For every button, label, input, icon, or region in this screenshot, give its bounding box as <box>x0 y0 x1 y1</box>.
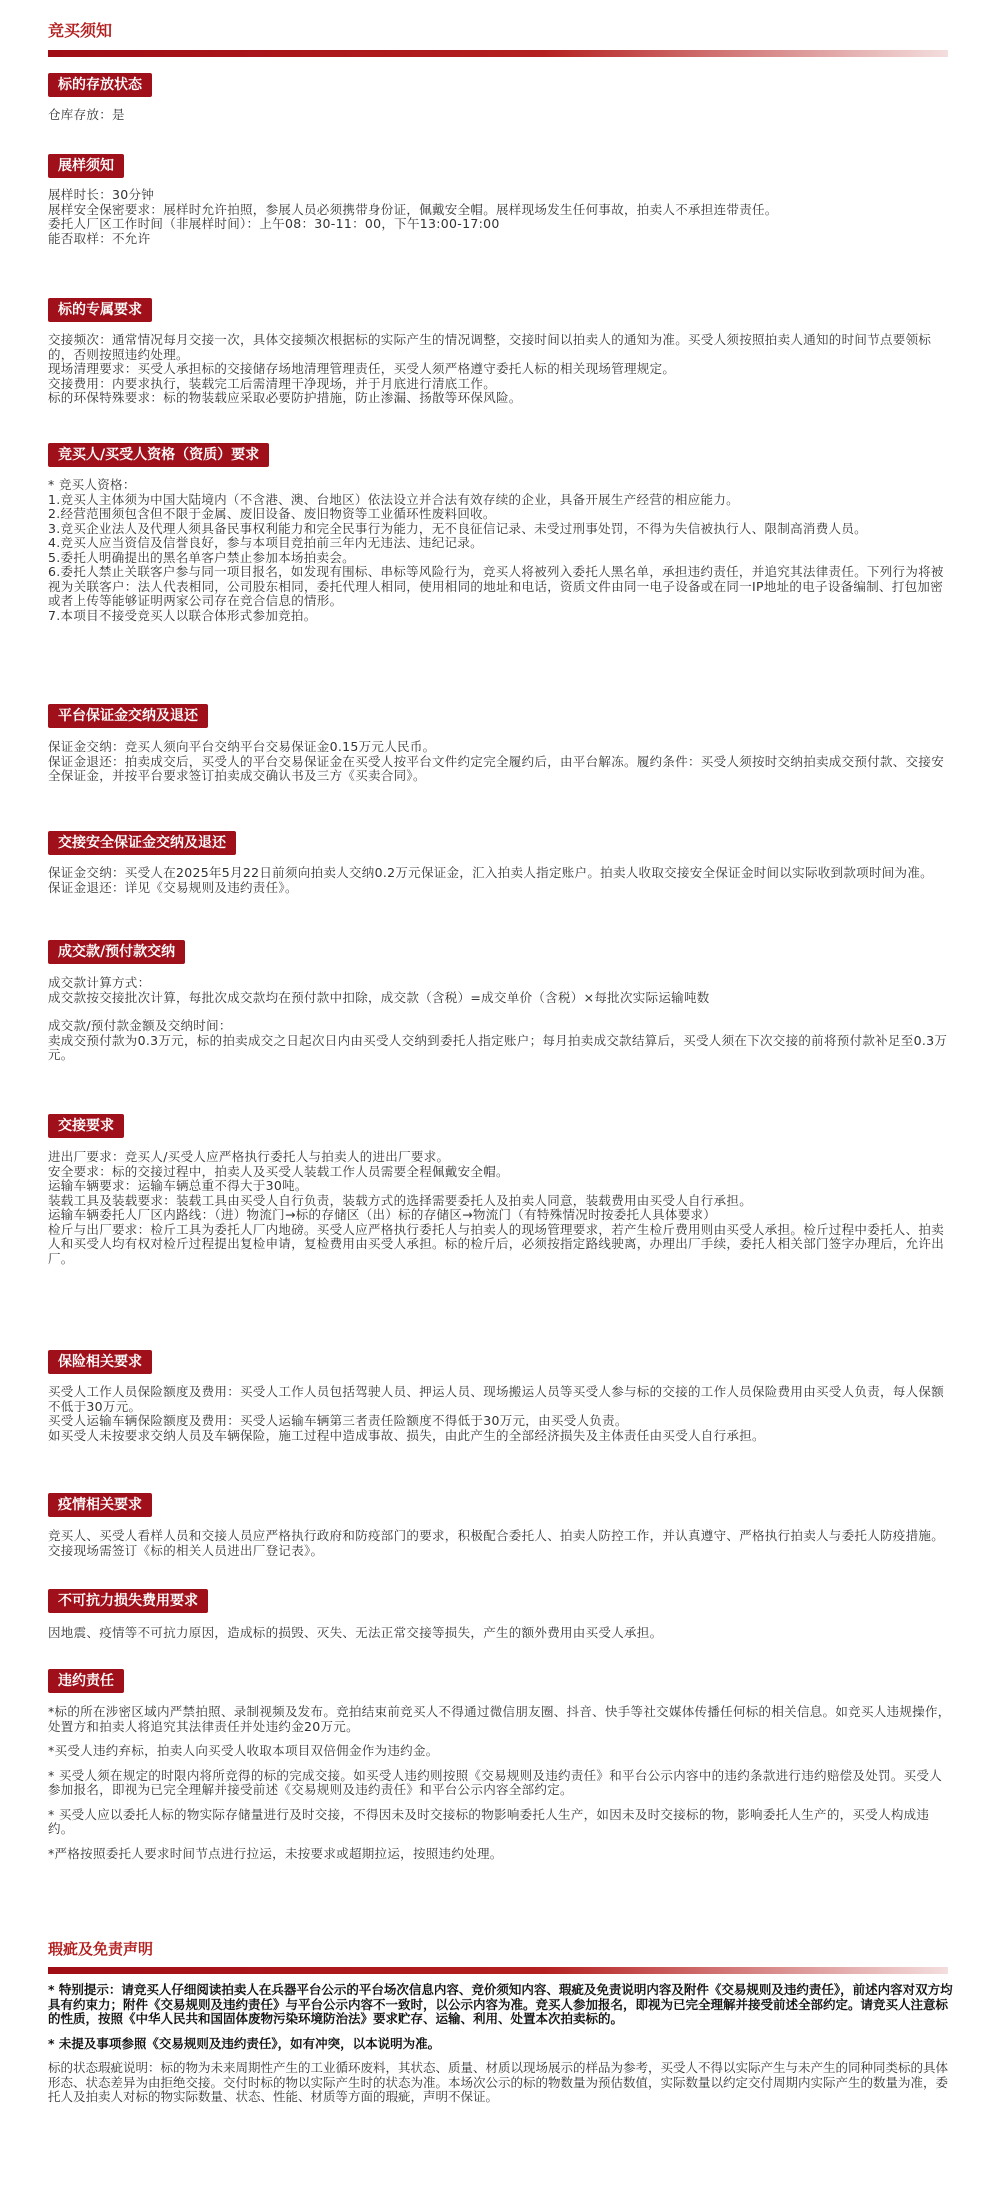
disclaimer-divider <box>48 1967 948 1974</box>
text-line: 6.委托人禁止关联客户参与同一项目报名，如发现有围标、串标等风险行为，竞买人将被列入委托人黑名单，承担违约责任，并追究其法律责任。下列行为将被视为关联客户：法人代表相同，公司股东相同，委托代理人相同，使用相同的地址和电话，资质文件由同一电子设备或在同一IP地址的电子设备编制、打包加密或者上传等能够证明两家公司存在竞合信息的情形。 <box>48 564 944 608</box>
section-body-handover-deposit <box>48 866 953 895</box>
text-line: * 买受人应以委托人标的物实际存储量进行及时交接，不得因未及时交接标的物影响委托人生产，如因未及时交接标的物，影响委托人生产的，买受人构成违约。 <box>48 1806 930 1836</box>
spacer <box>48 1759 953 1769</box>
special-notice: * 特别提示：请竞买人仔细阅读拍卖人在兵器平台公示的平台场次信息内容、竞价须知内容、瑕疵及免责说明内容及附件《交易规则及违约责任》，前述内容对双方均具有约束力；附件《交易规则及违约责任》与平台公示内容不一致时，以公示内容为准。竞买人参加报名，即视为已完全理解并接受前述全部约定。请竞买人注意标的性质，按照《中华人民共和国固体废物污染环境防治法》要求贮存、运输、利用、处置本次拍卖标的。 <box>48 1982 953 2026</box>
section-title-storage: 标的存放状态 <box>48 73 152 97</box>
text-line: 检斤与出厂要求：检斤工具为委托人厂内地磅。买受人应严格执行委托人与拍卖人的现场管理要求，若产生检斤费用则由买受人承担。检斤过程中委托人、拍卖人和买受人均有权对检斤过程提出复检申请，复检费用由买受人承担。标的检斤后，必须按指定路线驶离，办理出厂手续，委托人相关部门签字办理后，允许出厂。 <box>48 1221 945 1266</box>
section-title-special: 标的专属要求 <box>48 298 152 322</box>
text-line: * 买受人须在规定的时限内将所竞得的标的完成交接。如买受人违约则按照《交易规则及违约责任》和平台公示内容中的违约条款进行违约赔偿及处罚。买受人参加报名，即视为已完全理解并接受前述《交易规则及违约责任》和平台公示内容全部约定。 <box>48 1767 943 1797</box>
text-line: 保证金交纳：竞买人须向平台交纳平台交易保证金0.15万元人民币。 <box>48 739 436 754</box>
text-line: 展样时长：30分钟 <box>48 187 155 202</box>
text-line: 交接费用：内要求执行，装载完工后需清理干净现场，并于月底进行清底工作。 <box>48 375 497 391</box>
section-body-qualification <box>48 478 953 623</box>
section-body-storage <box>48 108 953 123</box>
text-line: 保证金退还：拍卖成交后，买受人的平台交易保证金在买受人按平台文件约定完全履约后，由平台解冻。履约条件：买受人须按时交纳拍卖成交预付款、交接安全保证金，并按平台要求签订拍卖成交确认书及三方《买卖合同》。 <box>48 753 945 783</box>
spacer <box>48 2027 953 2037</box>
text-line: * 竞买人资格： <box>48 477 136 492</box>
text-line: 5.委托人明确提出的黑名单客户禁止参加本场拍卖会。 <box>48 549 355 565</box>
text-line: 卖成交预付款为0.3万元，标的拍卖成交之日起次日内由买受人交纳到委托人指定账户；每月拍卖成交款结算后，买受人须在下次交接的前将预付款补足至0.3万元。 <box>48 1032 948 1062</box>
page-title: 竞买须知 <box>48 21 113 40</box>
text-line: 保证金退还：详见《交易规则及违约责任》。 <box>48 879 298 895</box>
text-line: 买受人运输车辆保险额度及费用：买受人运输车辆第三者责任险额度不得低于30万元，由买受人负责。 <box>48 1413 628 1428</box>
text-line: 委托人厂区工作时间（非展样时间）：上午08：30-11：00，下午13:00-17:00 <box>48 216 500 231</box>
text-line: 装载工具及装载要求：装载工具由买受人自行负责，装载方式的选择需要委托人及拍卖人同意，装载费用由买受人自行承担。 <box>48 1192 753 1208</box>
text-line: 1.竞买人主体须为中国大陆境内（不含港、澳、台地区）依法设立并合法有效存续的企业，具备开展生产经营的相应能力。 <box>48 491 739 507</box>
disclaimer-body <box>48 1983 953 2105</box>
section-title-payment: 成交款/预付款交纳 <box>48 940 185 964</box>
text-line: 安全要求：标的交接过程中，拍卖人及买受人装载工作人员需要全程佩戴安全帽。 <box>48 1163 509 1179</box>
text-line: 展样安全保密要求：展样时允许拍照，参展人员必须携带身份证，佩戴安全帽。展样现场发生任何事故，拍卖人不承担连带责任。 <box>48 201 778 217</box>
text-line: 运输车辆委托人厂区内路线：（进）物流门→标的存储区（出）标的存储区→物流门（有特殊情况时按委托人具体要求） <box>48 1207 717 1222</box>
text-line: 交接频次：通常情况每月交接一次，具体交接频次根据标的实际产生的情况调整，交接时间以拍卖人的通知为准。买受人须按照拍卖人通知的时间节点要领标的，否则按照违约处理。 <box>48 332 932 362</box>
text-line: 成交款计算方式： <box>48 975 151 990</box>
section-title-platform-deposit: 平台保证金交纳及退还 <box>48 704 208 728</box>
section-body-platform-deposit <box>48 740 953 784</box>
text-line: 成交款按交接批次计算，每批次成交款均在预付款中扣除，成交款（含税）=成交单价（含税）×每批次实际运输吨数 <box>48 989 710 1005</box>
spacer <box>48 1837 953 1847</box>
text-line: *标的所在涉密区域内严禁拍照、录制视频及发布。竞拍结束前竞买人不得通过微信朋友圈、抖音、快手等社交媒体传播任何标的相关信息。如竞买人违规操作，处置方和拍卖人将追究其法律责任并处违约金20万元。 <box>48 1704 951 1734</box>
section-body-breach <box>48 1705 953 1861</box>
text-line: 如买受人未按要求交纳人员及车辆保险，施工过程中造成事故、损失，由此产生的全部经济损失及主体责任由买受人自行承担。 <box>48 1427 765 1443</box>
section-body-handover <box>48 1150 953 1266</box>
text-line: 因地震、疫情等不可抗力原因，造成标的损毁、灭失、无法正常交接等损失，产生的额外费用由买受人承担。 <box>48 1625 663 1640</box>
text-line: 仓库存放：是 <box>48 107 125 122</box>
text-line: 现场清理要求：买受人承担标的交接储存场地清理管理责任，买受人须严格遵守委托人标的相关现场管理规定。 <box>48 361 676 376</box>
section-body-viewing <box>48 188 953 246</box>
section-body-insurance <box>48 1385 953 1443</box>
section-title-force-majeure: 不可抗力损失费用要求 <box>48 1589 208 1613</box>
text-line: 成交款/预付款金额及交纳时间： <box>48 1018 232 1033</box>
spacer <box>48 1798 953 1808</box>
spacer <box>48 1005 953 1019</box>
text-line: 能否取样：不允许 <box>48 230 151 246</box>
text-line: 买受人工作人员保险额度及费用：买受人工作人员包括驾驶人员、押运人员、现场搬运人员等买受人参与标的交接的工作人员保险费用由买受人负责，每人保额不低于30万元。 <box>48 1384 945 1414</box>
section-title-handover: 交接要求 <box>48 1114 124 1138</box>
status-note: 标的状态瑕疵说明：标的物为未来周期性产生的工业循环废料，其状态、质量、材质以现场展示的样品为参考，买受人不得以实际产生与未产生的同种同类标的具体形态、状态差异为由拒绝交接。交付时标的物以实际产生时的状态为准。本场次公示的标的物数量为预估数值，实际数量以约定交付周期内实际产生的数量为准，委托人及拍卖人对标的物实际数量、状态、性能、材质等方面的瑕疵，声明不保证。 <box>48 2060 949 2104</box>
text-line: 保证金交纳：买受人在2025年5月22日前须向拍卖人交纳0.2万元保证金，汇入拍卖人指定账户。拍卖人收取交接安全保证金时间以实际收到款项时间为准。 <box>48 865 933 880</box>
disclaimer-title: 瑕疵及免责声明 <box>48 1940 154 1958</box>
text-line: 3.竞买企业法人及代理人须具备民事权利能力和完全民事行为能力，无不良征信记录、未受过刑事处罚，不得为失信被执行人、限制高消费人员。 <box>48 520 867 536</box>
text-line: 7.本项目不接受竞买人以联合体形式参加竞拍。 <box>48 607 317 623</box>
text-line: 标的环保特殊要求：标的物装载应采取必要防护措施，防止渗漏、扬散等环保风险。 <box>48 390 522 405</box>
section-body-special <box>48 333 953 406</box>
section-title-viewing: 展样须知 <box>48 154 124 178</box>
section-body-force-majeure <box>48 1626 953 1641</box>
section-body-epidemic <box>48 1529 953 1558</box>
section-title-qualification: 竞买人/买受人资格（资质）要求 <box>48 443 269 467</box>
unmentioned-note: * 未提及事项参照《交易规则及违约责任》，如有冲突，以本说明为准。 <box>48 2035 441 2051</box>
text-line: 进出厂要求：竞买人/买受人应严格执行委托人与拍卖人的进出厂要求。 <box>48 1149 450 1164</box>
section-title-handover-deposit: 交接安全保证金交纳及退还 <box>48 831 236 855</box>
text-line: 竞买人、买受人看样人员和交接人员应严格执行政府和防疫部门的要求，积极配合委托人、拍卖人防控工作，并认真遵守、严格执行拍卖人与委托人防疫措施。交接现场需签订《标的相关人员进出厂登记表》。 <box>48 1528 945 1558</box>
section-body-payment <box>48 976 953 1063</box>
section-title-breach: 违约责任 <box>48 1669 124 1693</box>
text-line: *买受人违约弃标，拍卖人向买受人收取本项目双倍佣金作为违约金。 <box>48 1743 439 1758</box>
text-line: 运输车辆要求：运输车辆总重不得大于30吨。 <box>48 1178 308 1193</box>
text-line: *严格按照委托人要求时间节点进行拉运，未按要求或超期拉运，按照违约处理。 <box>48 1845 503 1861</box>
section-title-insurance: 保险相关要求 <box>48 1350 152 1374</box>
text-line: 4.竞买人应当资信及信誉良好，参与本项目竞拍前三年内无违法、违纪记录。 <box>48 535 483 550</box>
text-line: 2.经营范围须包含但不限于金属、废旧设备、废旧物资等工业循环性废料回收。 <box>48 506 496 521</box>
title-divider <box>48 50 948 57</box>
section-title-epidemic: 疫情相关要求 <box>48 1493 152 1517</box>
